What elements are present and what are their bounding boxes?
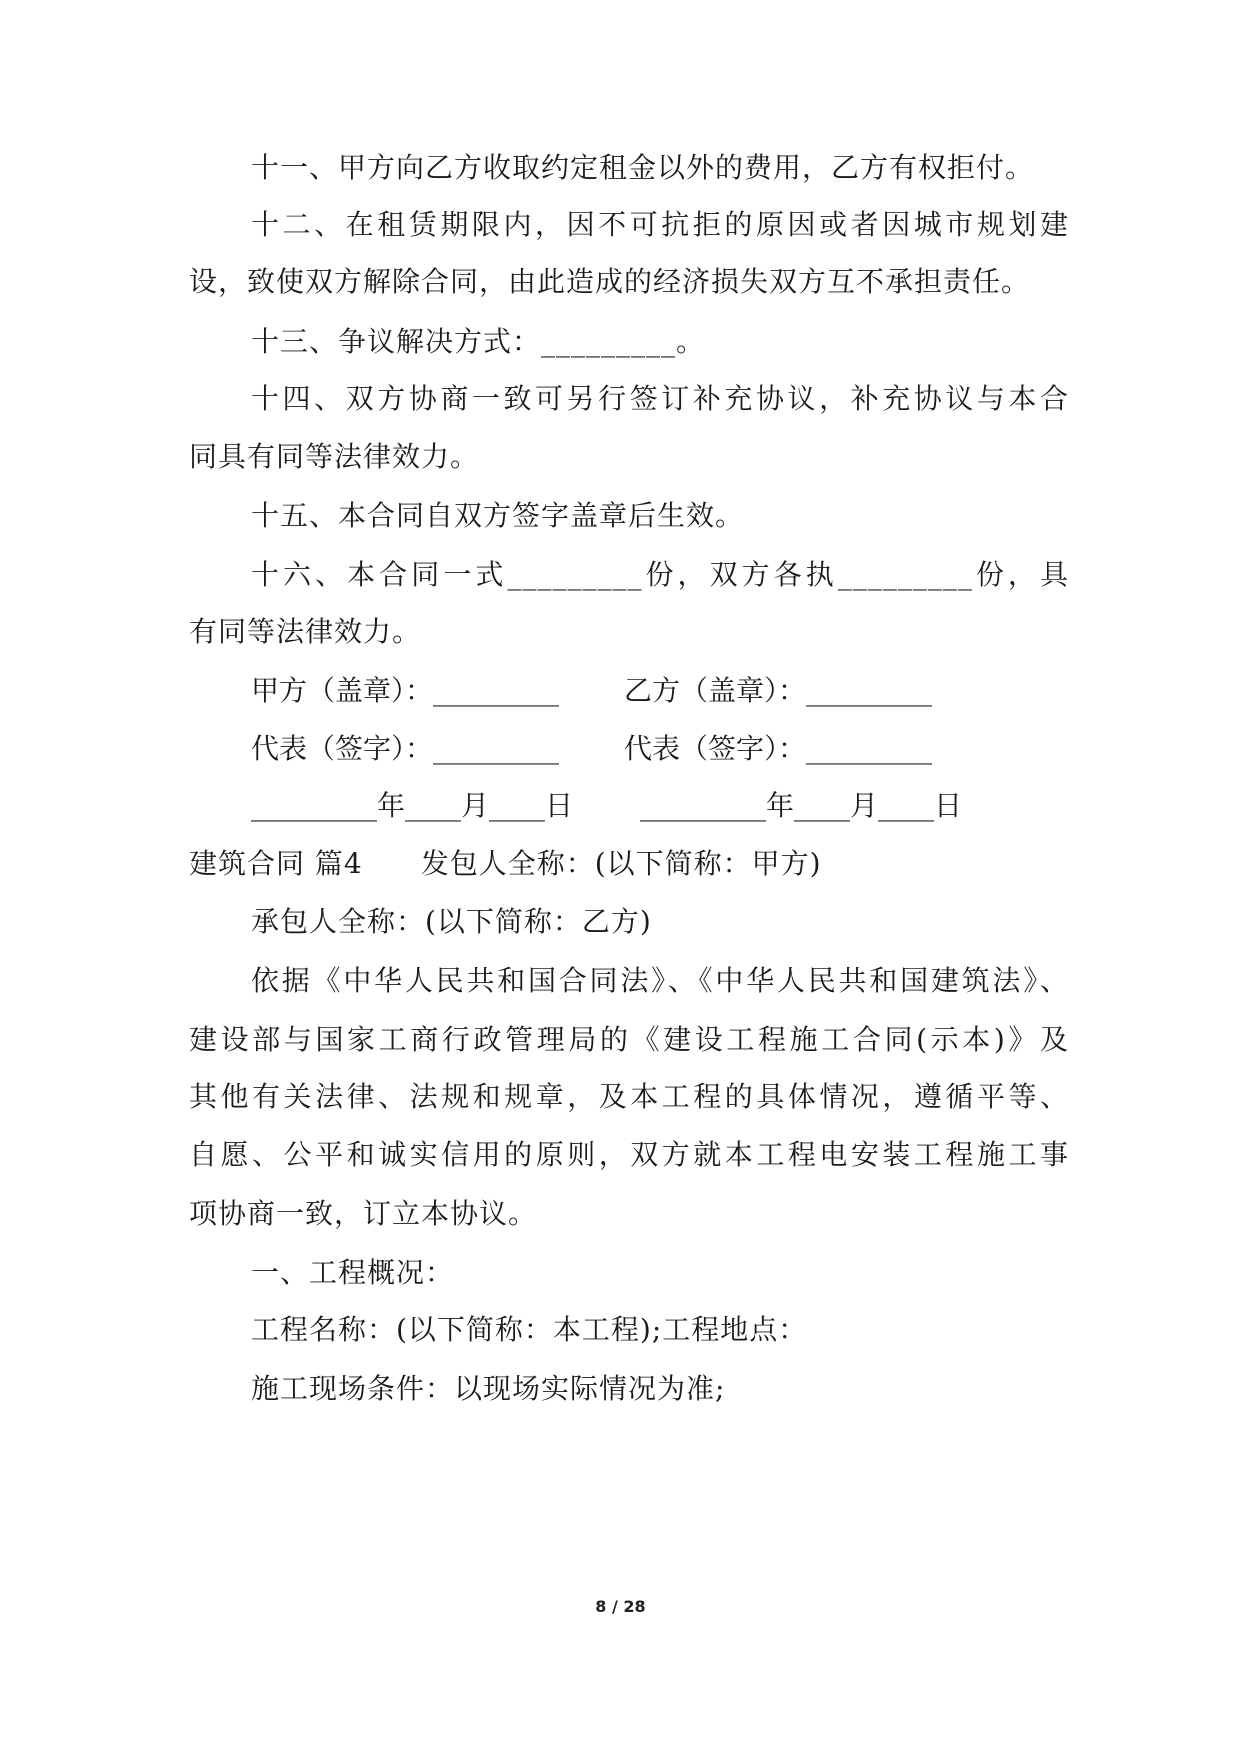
section-1-heading: 一、工程概况： — [251, 1256, 455, 1289]
contractor-name: 承包人全称：(以下简称：乙方) — [251, 905, 652, 938]
party-a-seal: 甲方（盖章）：_________ — [251, 674, 560, 707]
party-b-seal: 乙方（盖章）：_________ — [624, 674, 933, 707]
clause-12-line-1: 十二、在租赁期限内，因不可抗拒的原因或者因城市规划建 — [251, 208, 1069, 241]
clause-13: 十三、争议解决方式：_________。 — [251, 325, 706, 358]
contract-4-header-line — [189, 846, 1069, 882]
page-number: 8 / 28 — [595, 1597, 646, 1616]
rep-b-signature: 代表（签字）：_________ — [624, 732, 933, 765]
clause-16-line-2: 有同等法律效力。 — [189, 615, 422, 648]
basis-line-5: 项协商一致，订立本协议。 — [189, 1197, 538, 1230]
basis-line-4: 自愿、公平和诚实信用的原则，双方就本工程电安装工程施工事 — [189, 1138, 1069, 1171]
clause-11: 十一、甲方向乙方收取约定租金以外的费用，乙方有权拒付。 — [251, 151, 1035, 184]
employer-name: 发包人全称：(以下简称：甲方) — [420, 847, 822, 880]
rep-a-signature: 代表（签字）：_________ — [251, 732, 560, 765]
clause-12-line-2: 设，致使双方解除合同，由此造成的经济损失双方互不承担责任。 — [189, 265, 1031, 298]
clause-15: 十五、本合同自双方签字盖章后生效。 — [251, 499, 745, 532]
site-conditions: 施工现场条件：以现场实际情况为准; — [251, 1372, 726, 1405]
clause-14-line-2: 同具有同等法律效力。 — [189, 440, 480, 473]
basis-line-2: 建设部与国家工商行政管理局的《建设工程施工合同(示本)》及 — [189, 1023, 1069, 1056]
contract-4-title: 建筑合同 篇4 — [189, 847, 363, 880]
basis-line-1: 依据《中华人民共和国合同法》、《中华人民共和国建筑法》、 — [251, 964, 1069, 997]
date-a: _________年____月____日 — [251, 789, 574, 822]
project-name: 工程名称：(以下简称：本工程);工程地点： — [251, 1313, 808, 1346]
date-b: _________年____月____日 — [640, 789, 963, 822]
clause-16-line-1: 十六、本合同一式_________份，双方各执_________份，具 — [251, 558, 1069, 591]
clause-14-line-1: 十四、双方协商一致可另行签订补充协议，补充协议与本合 — [251, 382, 1069, 415]
basis-line-3: 其他有关法律、法规和规章，及本工程的具体情况，遵循平等、 — [189, 1080, 1069, 1113]
